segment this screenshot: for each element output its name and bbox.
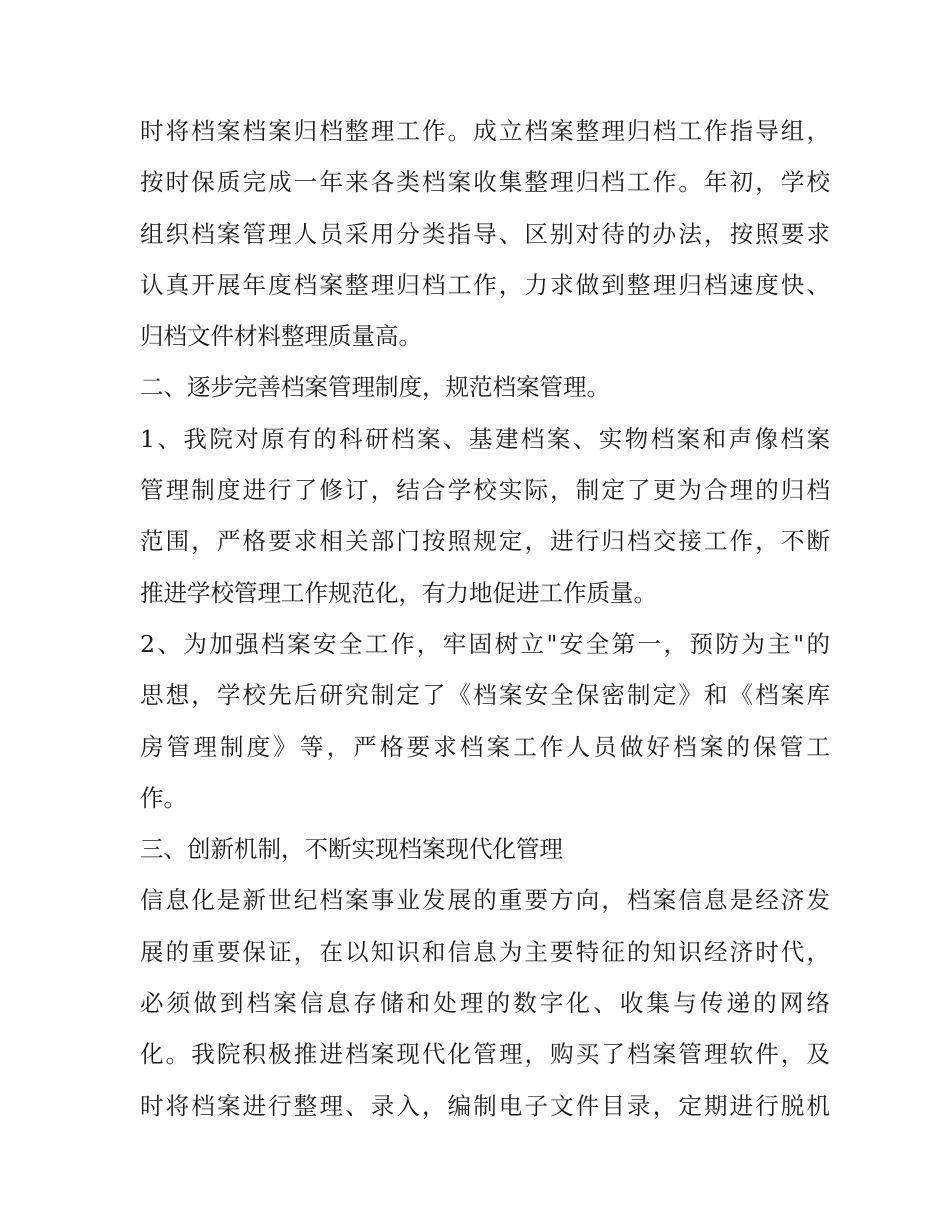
text-line: 时将档案档案归档整理工作。成立档案整理归档工作指导组， <box>140 117 830 145</box>
text-line: 必须做到档案信息存储和处理的数字化、收集与传递的网络 <box>140 989 830 1018</box>
text-line: 认真开展年度档案整理归档工作，力求做到整理归档速度快、 <box>140 270 830 299</box>
text-line: 房管理制度》等，严格要求档案工作人员做好档案的保管工 <box>140 732 830 761</box>
text-line: 归档文件材料整理质量高。 <box>140 322 422 351</box>
text-line: 思想，学校先后研究制定了《档案安全保密制定》和《档案库 <box>140 681 830 710</box>
text-line: 三、创新机制，不断实现档案现代化管理 <box>140 835 563 864</box>
text-line: 信息化是新世纪档案事业发展的重要方向，档案信息是经济发 <box>140 886 830 915</box>
text-line: 时将档案进行整理、录入，编制电子文件目录，定期进行脱机 <box>140 1091 830 1120</box>
text-line: 化。我院积极推进档案现代化管理，购买了档案管理软件，及 <box>140 1040 830 1069</box>
text-line: 推进学校管理工作规范化，有力地促进工作质量。 <box>140 578 657 607</box>
text-line: 作。 <box>140 783 187 812</box>
text-line: 范围，严格要求相关部门按照规定，进行归档交接工作，不断 <box>140 527 830 556</box>
text-line: 二、逐步完善档案管理制度，规范档案管理。 <box>140 373 610 402</box>
text-line: 按时保质完成一年来各类档案收集整理归档工作。年初，学校 <box>140 168 830 197</box>
document-body-text <box>140 106 830 1132</box>
text-line: 2、为加强档案安全工作，牢固树立"安全第一，预防为主"的 <box>140 629 830 658</box>
text-line: 管理制度进行了修订，结合学校实际，制定了更为合理的归档 <box>140 476 830 505</box>
text-line: 1、我院对原有的科研档案、基建档案、实物档案和声像档案 <box>140 424 830 453</box>
text-line: 展的重要保证，在以知识和信息为主要特征的知识经济时代， <box>140 937 830 966</box>
text-line: 组织档案管理人员采用分类指导、区别对待的办法，按照要求 <box>140 219 830 248</box>
